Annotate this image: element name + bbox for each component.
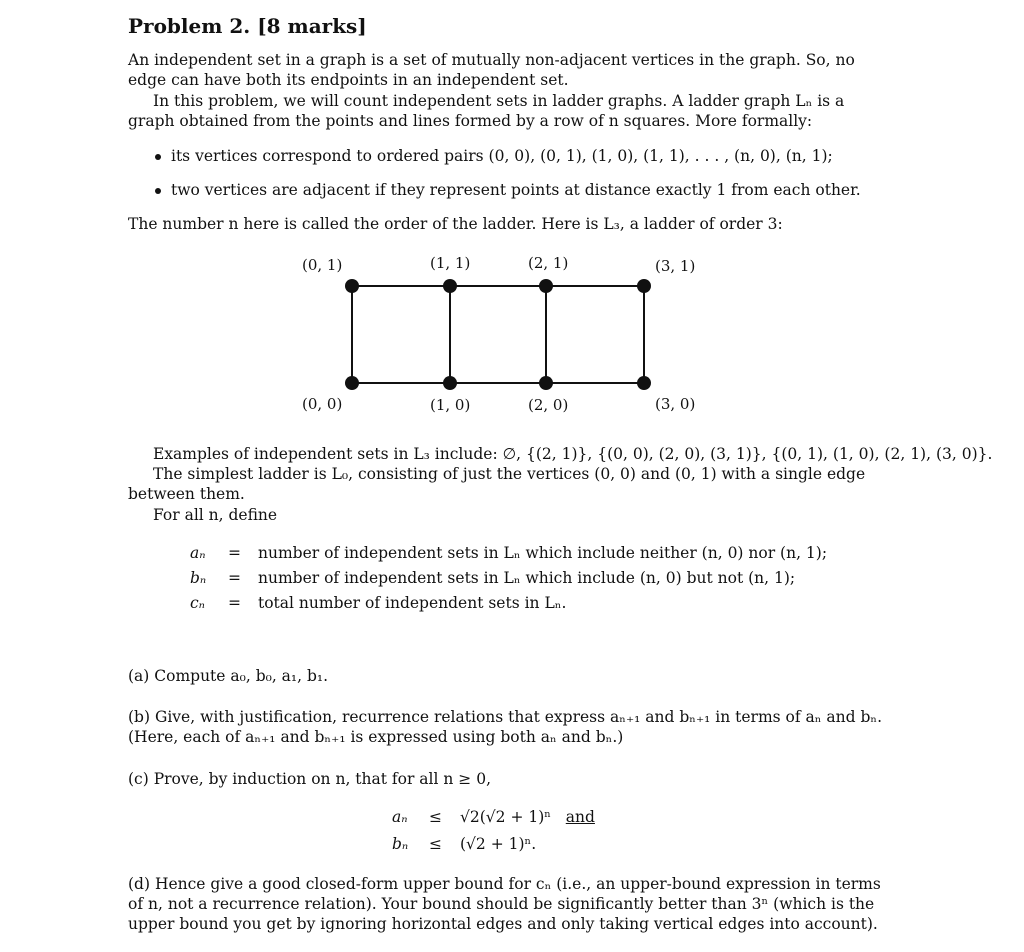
- inequality-symbol: bₙ: [392, 835, 409, 853]
- examples-paragraph: Examples of independent sets in L₃ include: ∅, {(2, 1)}, {(0, 0), (2, 0), (3, 1)}, {(0, 1), (1, 0), (2, 1), (3, 0)}.: [153, 445, 993, 463]
- definition-text: number of independent sets in Lₙ which include (n, 0) but not (n, 1);: [258, 569, 796, 587]
- simplest-ladder-paragraph: The simplest ladder is L₀, consisting of just the vertices (0, 0) and (0, 1) with a single edge between them.: [128, 465, 866, 503]
- vertex-label: (3, 1): [655, 257, 696, 275]
- order-paragraph: The number n here is called the order of the ladder. Here is L₃, a ladder of order 3:: [128, 215, 783, 233]
- definition-symbol: cₙ: [190, 594, 205, 612]
- intro-paragraph-1: An independent set in a graph is a set of mutually non-adjacent vertices in the graph. So, no edge can have both its endpoints in an independent set.: [128, 51, 855, 89]
- vertex-3-0: [637, 376, 651, 390]
- definition-equals: =: [228, 594, 241, 612]
- definition-symbol: aₙ: [190, 544, 206, 562]
- definition-equals: =: [228, 569, 241, 587]
- bullet-text: its vertices correspond to ordered pairs (0, 0), (0, 1), (1, 0), (1, 1), . . . , (n, 0), (n, 1);: [171, 147, 833, 165]
- vertex-label: (1, 0): [430, 396, 471, 414]
- vertex-label: (3, 0): [655, 395, 696, 413]
- part-c: (c) Prove, by induction on n, that for all n ≥ 0,: [128, 770, 492, 788]
- bullet-text: two vertices are adjacent if they represent points at distance exactly 1 from each other.: [171, 181, 861, 199]
- vertex-1-1: [443, 279, 457, 293]
- definition-text: number of independent sets in Lₙ which include neither (n, 0) nor (n, 1);: [258, 544, 828, 562]
- vertex-label: (1, 1): [430, 254, 471, 272]
- intro-paragraph-2: In this problem, we will count independent sets in ladder graphs. A ladder graph Lₙ is a graph obtained from the points and lines formed by a row of n squares. More formally:: [128, 92, 845, 130]
- vertex-label: (0, 0): [302, 395, 343, 413]
- inequality-symbol: aₙ: [392, 808, 408, 826]
- vertex-1-0: [443, 376, 457, 390]
- inequality-relation: ≤: [429, 808, 442, 826]
- vertex-2-1: [539, 279, 553, 293]
- part-d: (d) Hence give a good closed-form upper bound for cₙ (i.e., an upper-bound expression in terms of n, not a recurrence relation). Your bound should be significantly better than 3ⁿ (which is the upper bound you get by ignoring horizontal edges and only taking vertical edges into account).: [128, 875, 881, 933]
- vertex-2-0: [539, 376, 553, 390]
- ladder-graph-diagram: [0, 0, 1024, 440]
- definition-text: total number of independent sets in Lₙ.: [258, 594, 567, 612]
- part-a: (a) Compute a₀, b₀, a₁, b₁.: [128, 667, 329, 685]
- vertex-0-1: [345, 279, 359, 293]
- problem-title: Problem 2. [8 marks]: [128, 14, 367, 38]
- for-all-n-text: For all n, define: [153, 506, 278, 524]
- inequality-rhs: (√2 + 1)ⁿ.: [460, 835, 537, 853]
- vertex-label: (2, 1): [528, 254, 569, 272]
- vertex-3-1: [637, 279, 651, 293]
- inequality-relation: ≤: [429, 835, 442, 853]
- vertex-0-0: [345, 376, 359, 390]
- inequality-rhs: √2(√2 + 1)ⁿ and: [460, 808, 595, 826]
- part-b: (b) Give, with justification, recurrence relations that express aₙ₊₁ and bₙ₊₁ in terms of aₙ and bₙ. (Here, each of aₙ₊₁ and bₙ₊₁ is expressed using both aₙ and bₙ.): [128, 708, 883, 746]
- definition-equals: =: [228, 544, 241, 562]
- and-word: and: [565, 808, 595, 826]
- vertex-label: (2, 0): [528, 396, 569, 414]
- vertex-label: (0, 1): [302, 256, 343, 274]
- definition-symbol: bₙ: [190, 569, 207, 587]
